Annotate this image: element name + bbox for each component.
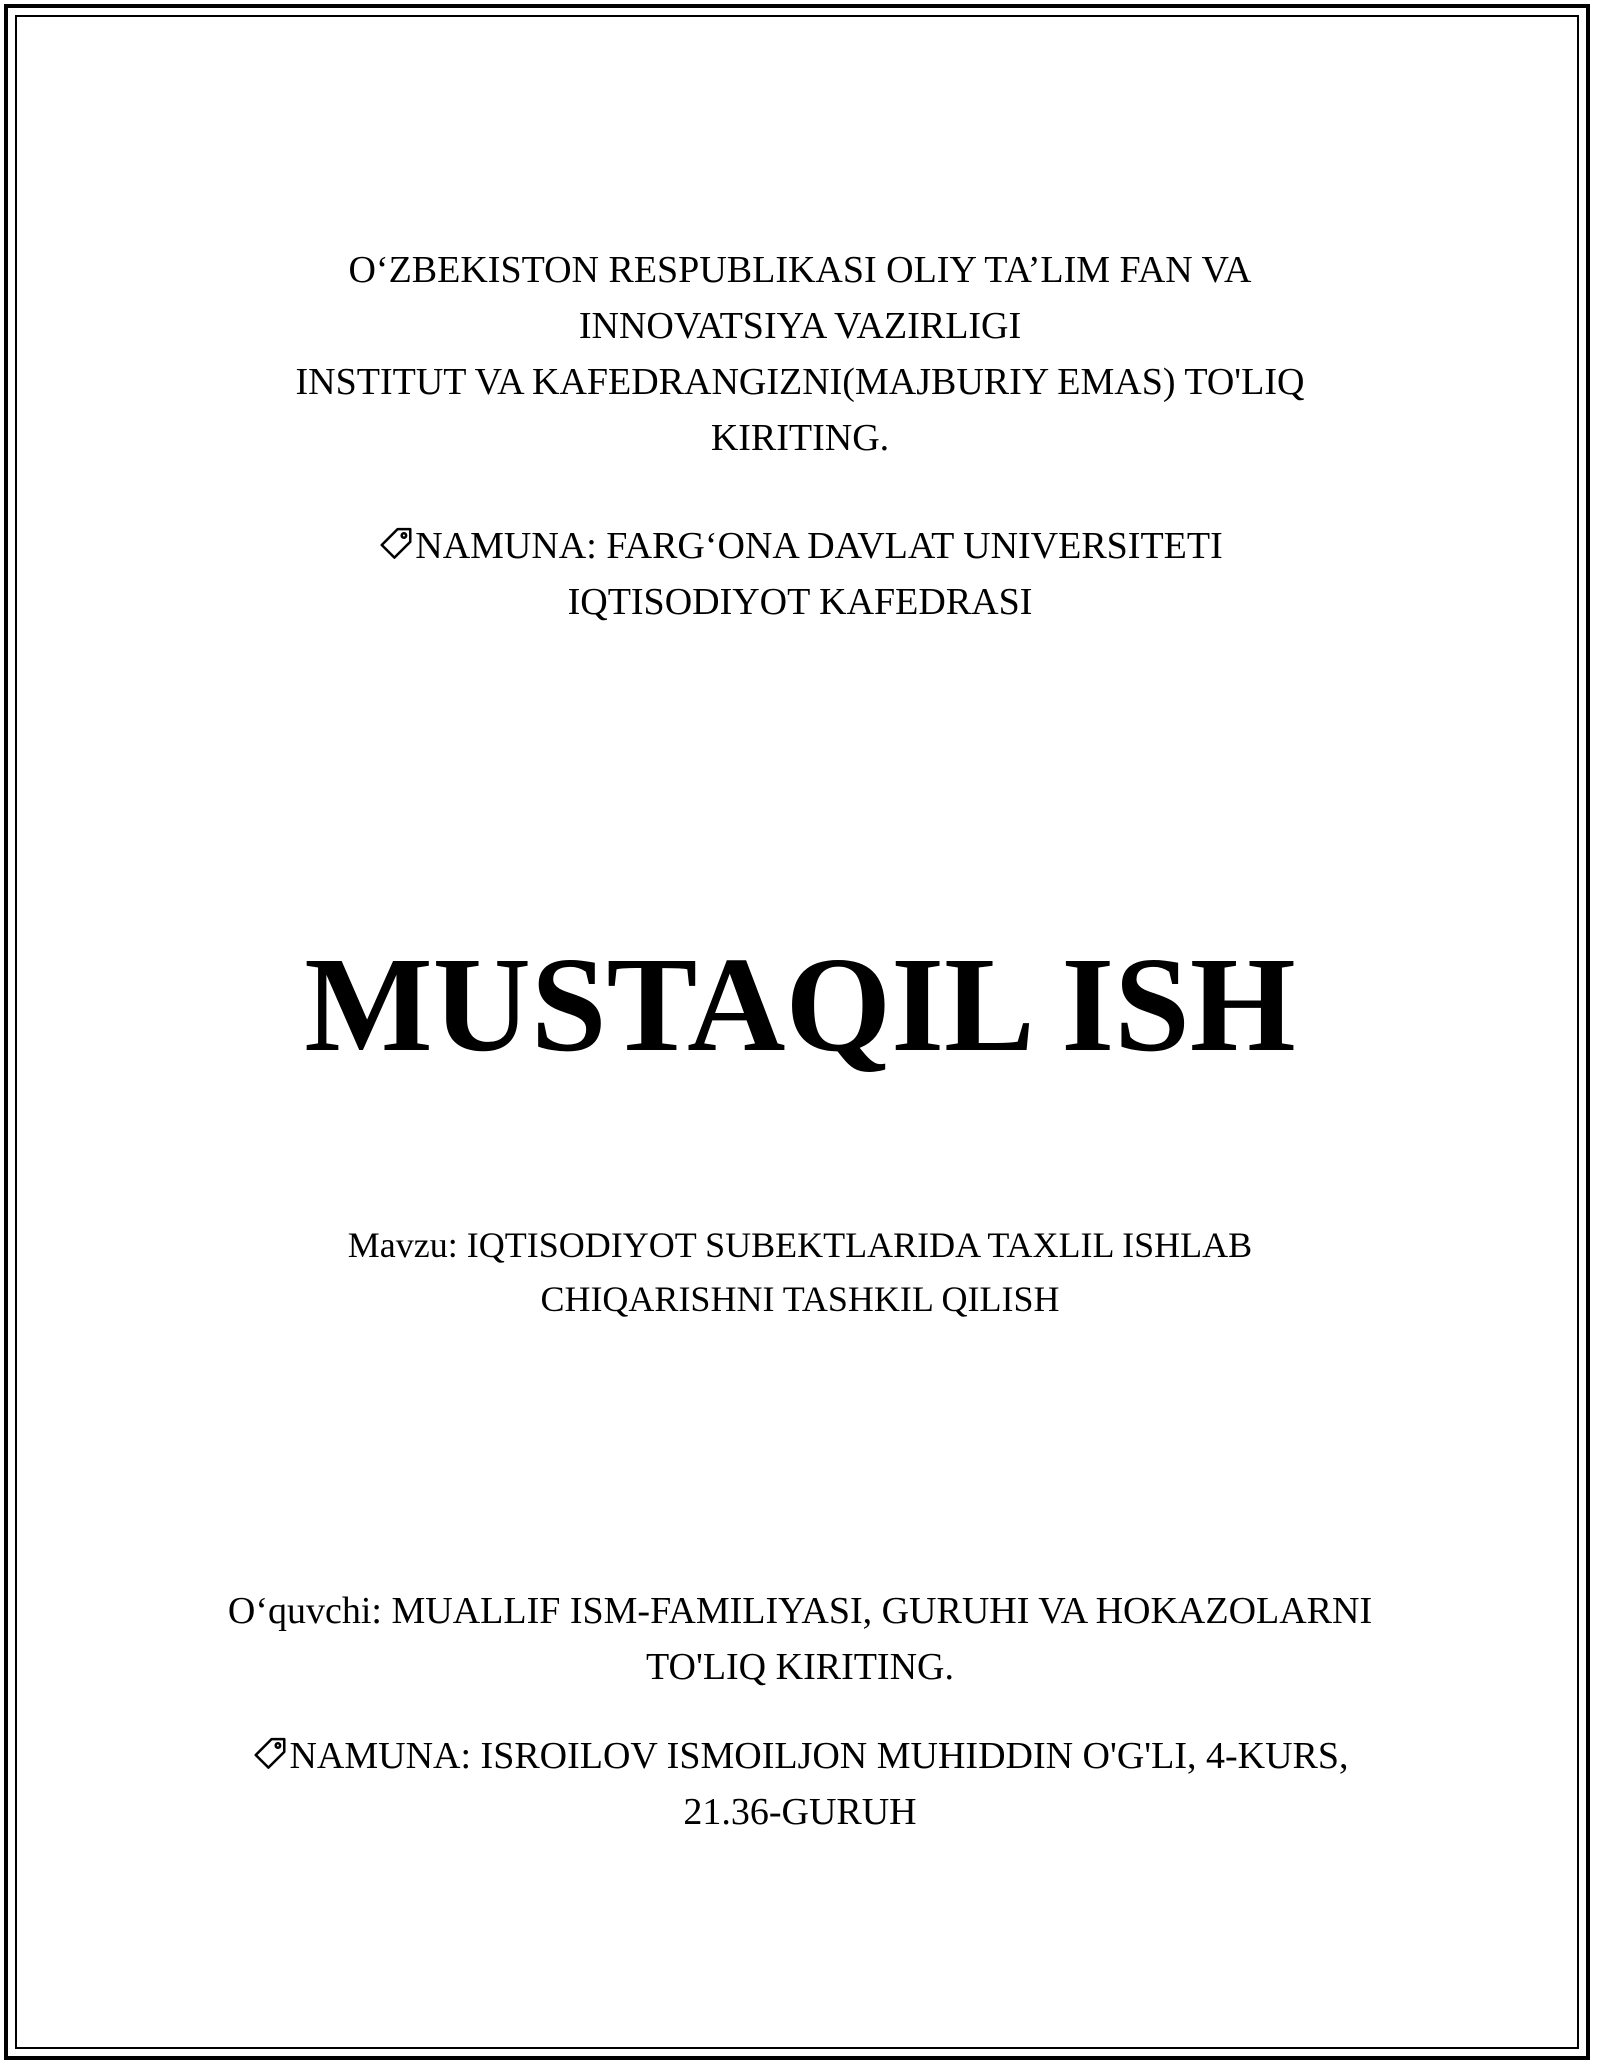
instruction-line-1: INSTITUT VA KAFEDRANGIZNI(MAJBURIY EMAS) TO'LIQ: [295, 361, 1305, 403]
author-line-2: TO'LIQ KIRITING.: [646, 1646, 954, 1688]
ministry-line-1: O‘ZBEKISTON RESPUBLIKASI OLIY TA’LIM FAN VA: [348, 249, 1252, 291]
header-block: [0, 242, 1600, 466]
author-example-block: [0, 1728, 1600, 1840]
page-title: MUSTAQIL ISH: [304, 930, 1296, 1080]
topic-block: [0, 1218, 1600, 1326]
author-group-line: 21.36-GURUH: [683, 1791, 917, 1833]
header-example-block: [0, 518, 1600, 630]
tag-icon: [377, 526, 415, 564]
instruction-line-2: KIRITING.: [710, 417, 890, 459]
author-example-line: [0, 1728, 1600, 1784]
author-block: [0, 1583, 1600, 1695]
topic-line-1: Mavzu: IQTISODIYOT SUBEKTLARIDA TAXLIL ISHLAB: [347, 1225, 1253, 1265]
example-department-line: IQTISODIYOT KAFEDRASI: [567, 581, 1033, 623]
ministry-line-2: INNOVATSIYA VAZIRLIGI: [578, 305, 1022, 347]
author-example-text: NAMUNA: ISROILOV ISMOILJON MUHIDDIN O'G'LI, 4-KURS,: [289, 1735, 1349, 1777]
example-university-text: NAMUNA: FARG‘ONA DAVLAT UNIVERSITETI: [415, 525, 1223, 567]
tag-icon: [251, 1736, 289, 1774]
topic-line-2: CHIQARISHNI TASHKIL QILISH: [540, 1279, 1060, 1319]
example-university-line: [0, 518, 1600, 574]
author-line-1: O‘quvchi: MUALLIF ISM-FAMILIYASI, GURUHI VA HOKAZOLARNI: [227, 1590, 1373, 1632]
